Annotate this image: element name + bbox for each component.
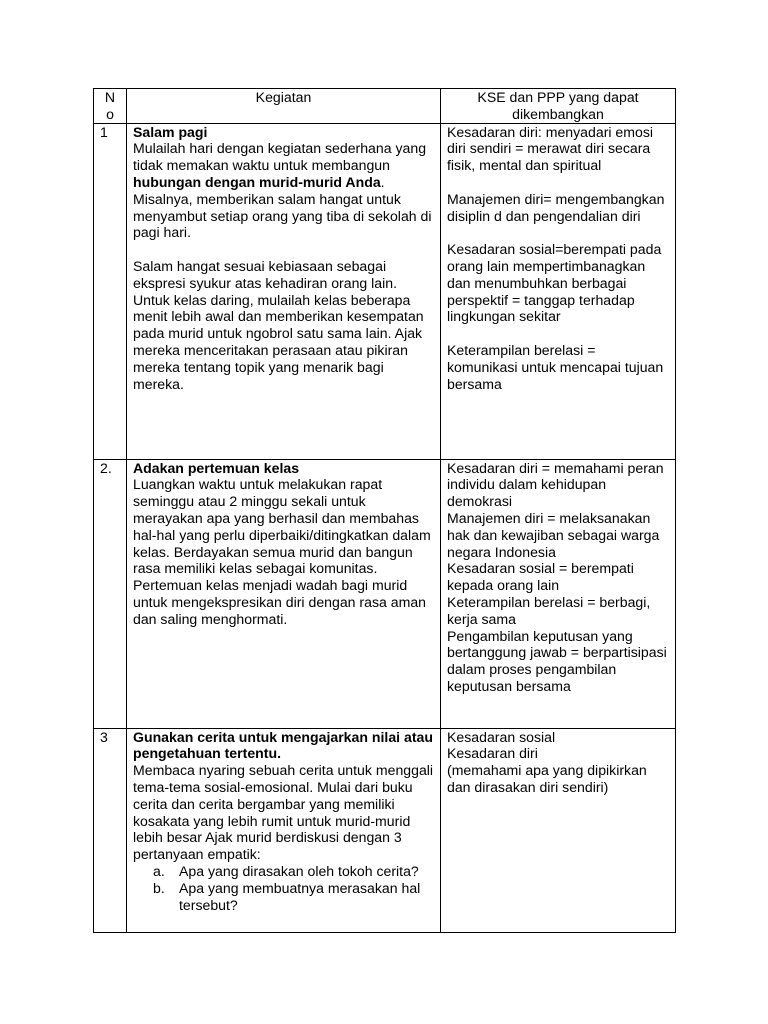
- kse-item: Keterampilan berelasi = komunikasi untuk mencapai tujuan bersama: [447, 341, 664, 392]
- list-item-text: Apa yang membuatnya merasakan hal tersebut?: [179, 879, 421, 913]
- kse-item: Kesadaran diri: [447, 745, 538, 762]
- kse-item: Kesadaran sosial = berempati kepada orang lain: [447, 560, 634, 594]
- kse-item: Kesadaran sosial=berempati pada orang lain mempertimbanagkan dan menumbuhkan berbagai perspektif = tanggap terhadap lingkungan sekitar: [447, 241, 662, 325]
- list-marker: b.: [153, 879, 165, 896]
- kse-item: Keterampilan berelasi = berbagi, kerja sama: [447, 593, 651, 627]
- kegiatan-cell: [127, 123, 441, 459]
- kse-cell: [441, 728, 676, 932]
- kegiatan-cell: [127, 728, 441, 932]
- kse-item: Kesadaran sosial: [447, 728, 556, 745]
- kse-cell: [441, 123, 676, 459]
- activity-text: . Misalnya, memberikan salam hangat untuk menyambut setiap orang yang tiba di sekolah di pagi hari.: [133, 173, 432, 241]
- activity-text: Mulailah hari dengan kegiatan sederhana yang tidak memakan waktu untuk membangun: [133, 140, 427, 174]
- kse-item: Kesadaran diri = memahami peran individu dalam kehidupan demokrasi: [447, 459, 664, 510]
- kse-item: (memahami apa yang dipikirkan dan dirasakan diri sendiri): [447, 762, 647, 795]
- list-item-text: Apa yang dirasakan oleh tokoh cerita?: [179, 862, 419, 879]
- kegiatan-cell: [127, 459, 441, 728]
- activity-paragraph: Salam hangat sesuai kebiasaan sebagai ekspresi syukur atas kehadiran orang lain. Untuk kelas daring, mulailah kelas beberapa menit lebih awal dan memberikan kesempatan pada murid untuk ngobrol satu sama lain. Ajak mereka menceritakan perasaan atau pikiran mereka tentang topik yang menarik bagi mereka.: [133, 257, 424, 392]
- header-kegiatan: Kegiatan: [127, 89, 441, 124]
- activity-title: Salam pagi: [133, 123, 208, 140]
- question-list: [133, 863, 434, 913]
- row-number: 2.: [94, 459, 127, 728]
- kse-item: Manajemen diri= mengembangkan disiplin d dan pengendalian diri: [447, 190, 665, 224]
- table-row: [94, 728, 676, 932]
- header-no: No: [94, 89, 127, 124]
- activity-paragraph: Luangkan waktu untuk melakukan rapat seminggu atau 2 minggu sekali untuk merayakan apa yang berhasil dan membahas hal-hal yang perlu diperbaiki/ditingkatkan dalam kelas. Berdayakan semua murid dan bangun rasa memiliki kelas sebagai komunitas. Pertemuan kelas menjadi wadah bagi murid untuk mengekspresikan diri dengan rasa aman dan saling menghormati.: [133, 476, 431, 627]
- activity-paragraph: Membaca nyaring sebuah cerita untuk menggali tema-tema sosial-emosional. Mulai dari buku cerita dan cerita bergambar yang memiliki kosakata yang lebih rumit untuk murid-murid lebih besar Ajak murid berdiskusi dengan 3 pertanyaan empatik:: [133, 762, 434, 863]
- table-row: [94, 459, 676, 728]
- list-item: [153, 880, 434, 914]
- activity-emphasis: hubungan dengan murid-murid Anda: [133, 173, 381, 190]
- header-kse: KSE dan PPP yang dapat dikembangkan: [441, 89, 676, 124]
- row-number: 1: [94, 123, 127, 459]
- activities-table: [93, 88, 676, 933]
- activity-paragraph: [133, 140, 434, 241]
- activity-title: Gunakan cerita untuk mengajarkan nilai atau pengetahuan tertentu.: [133, 728, 433, 762]
- activity-title: Adakan pertemuan kelas: [133, 459, 300, 476]
- kse-item: Pengambilan keputusan yang bertanggung jawab = berpartisipasi dalam proses pengambilan keputusan bersama: [447, 627, 667, 694]
- list-item: [153, 863, 434, 880]
- kse-item: Manajemen diri = melaksanakan hak dan kewajiban sebagai warga negara Indonesia: [447, 509, 660, 560]
- table-header-row: [94, 89, 676, 124]
- list-marker: a.: [153, 862, 165, 879]
- table-row: [94, 123, 676, 459]
- kse-cell: [441, 459, 676, 728]
- row-number: 3: [94, 728, 127, 932]
- kse-item: Kesadaran diri: menyadari emosi diri sendiri = merawat diri secara fisik, mental dan spiritual: [447, 123, 654, 174]
